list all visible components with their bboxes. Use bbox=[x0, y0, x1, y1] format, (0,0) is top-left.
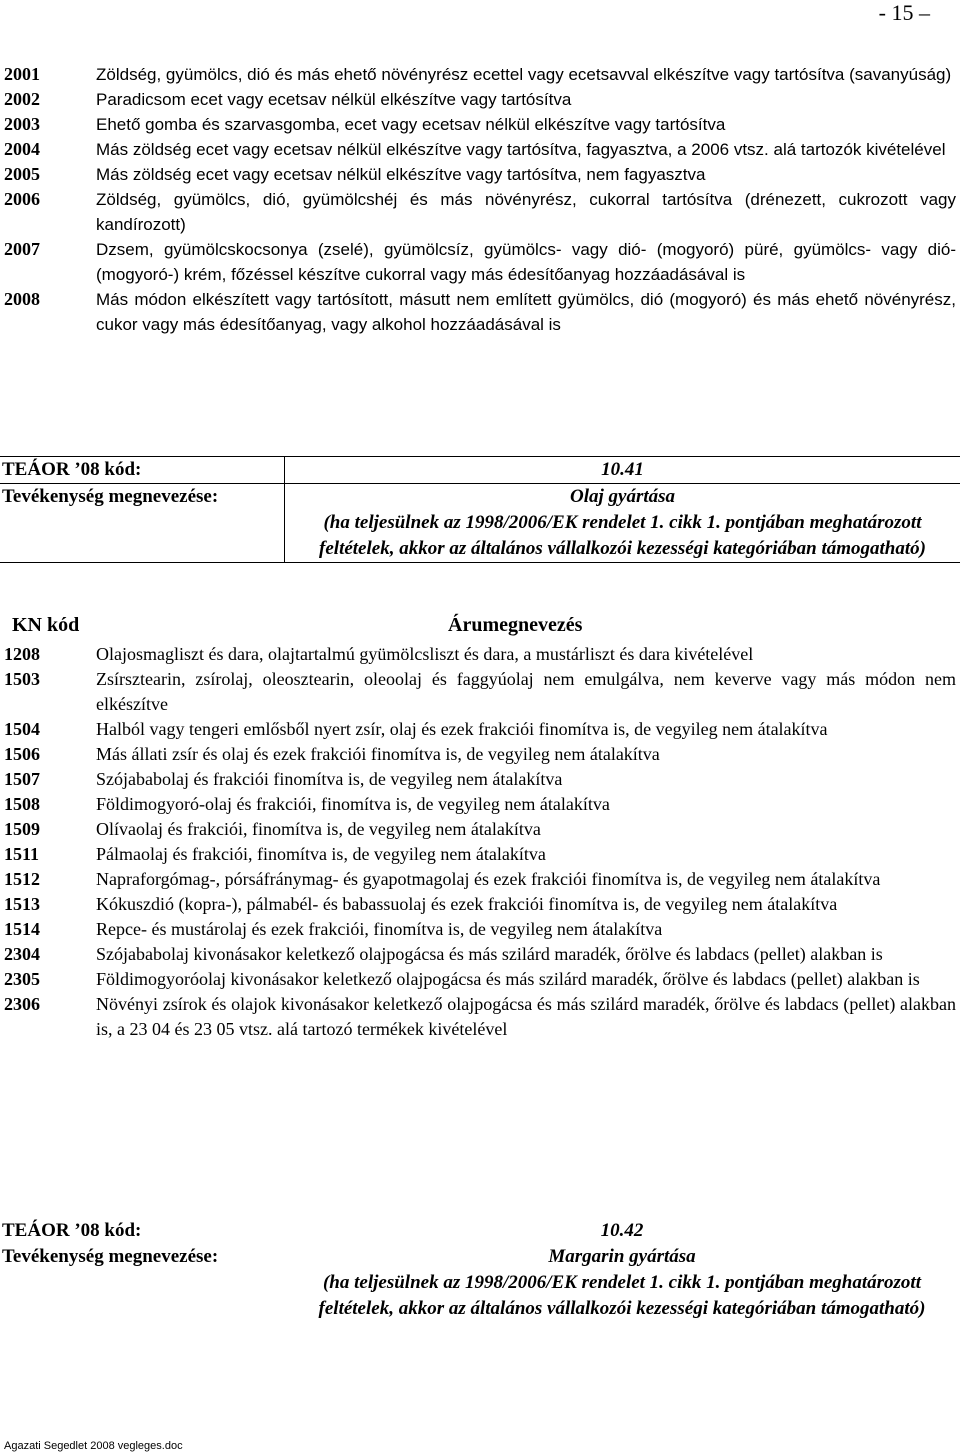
teaor-code-label: TEÁOR ’08 kód: bbox=[0, 457, 285, 484]
item-description: Zöldség, gyümölcs, dió, gyümölcshéj és más növényrész, cukorral tartósítva (drénezett, cukrozott vagy kandírozott) bbox=[96, 190, 956, 234]
list-item bbox=[0, 62, 960, 87]
list-item bbox=[0, 892, 960, 917]
item-code: 1208 bbox=[4, 644, 40, 664]
item-code: 2306 bbox=[4, 994, 40, 1014]
list-item bbox=[0, 917, 960, 942]
kn-table-header bbox=[0, 614, 960, 640]
item-code: 2006 bbox=[4, 189, 40, 209]
activity-cell bbox=[284, 1244, 960, 1322]
list-item bbox=[0, 842, 960, 867]
item-code: 1504 bbox=[4, 719, 40, 739]
item-description: Más módon elkészített vagy tartósított, másutt nem említett gyümölcs, dió (mogyoró) és más ehető növényrész, cukor vagy más édesítőanyag, vagy alkohol hozzáadásával is bbox=[96, 290, 956, 334]
activity-name: Margarin gyártása bbox=[548, 1246, 696, 1267]
item-description: Paradicsom ecet vagy ecetsav nélkül elkészítve vagy tartósítva bbox=[96, 90, 572, 109]
item-code: 2004 bbox=[4, 139, 40, 159]
page-number: - 15 – bbox=[878, 0, 930, 25]
item-description: Pálmaolaj és frakciói, finomítva is, de vegyileg nem átalakítva bbox=[96, 844, 546, 864]
product-code-list-2 bbox=[0, 642, 960, 1042]
item-code: 1506 bbox=[4, 744, 40, 764]
activity-label: Tevékenység megnevezése: bbox=[2, 1246, 219, 1267]
item-code: 1514 bbox=[4, 919, 40, 939]
item-code: 2008 bbox=[4, 289, 40, 309]
teaor-table-1042 bbox=[0, 1218, 960, 1322]
list-item bbox=[0, 992, 960, 1042]
item-code: 1513 bbox=[4, 894, 40, 914]
list-item bbox=[0, 642, 960, 667]
item-description: Földimogyoróolaj kivonásakor keletkező olajpogácsa és más szilárd maradék, őrölve és labdacs (pellet) alakban is bbox=[96, 969, 920, 989]
item-description: Szójababolaj és frakciói finomítva is, de vegyileg nem átalakítva bbox=[96, 769, 563, 789]
item-code: 2304 bbox=[4, 944, 40, 964]
activity-condition: (ha teljesülnek az 1998/2006/EK rendelet 1. cikk 1. pontjában meghatározott feltételek, akkor az általános vállalkozói kezességi kategóriában támogatható) bbox=[319, 512, 926, 559]
activity-condition: (ha teljesülnek az 1998/2006/EK rendelet 1. cikk 1. pontjában meghatározott feltételek, akkor az általános vállalkozói kezességi kategóriában támogatható) bbox=[318, 1272, 926, 1319]
product-code-list-1 bbox=[0, 62, 960, 337]
item-description: Földimogyoró-olaj és frakciói, finomítva is, de vegyileg nem átalakítva bbox=[96, 794, 610, 814]
list-item bbox=[0, 112, 960, 137]
list-item bbox=[0, 187, 960, 237]
list-item bbox=[0, 717, 960, 742]
item-description: Zsírsztearin, zsírolaj, oleosztearin, oleoolaj és faggyúolaj nem emulgálva, nem keverve vagy más módon nem elkészítve bbox=[96, 669, 956, 714]
list-item bbox=[0, 137, 960, 162]
item-code: 1507 bbox=[4, 769, 40, 789]
teaor-code: 10.42 bbox=[600, 1220, 644, 1241]
list-item bbox=[0, 237, 960, 287]
item-code: 2003 bbox=[4, 114, 40, 134]
item-code: 2001 bbox=[4, 64, 40, 84]
item-description: Más zöldség ecet vagy ecetsav nélkül elkészítve vagy tartósítva, fagyasztva, a 2006 vtsz. alá tartozók kivételével bbox=[96, 140, 946, 159]
item-description: Szójababolaj kivonásakor keletkező olajpogácsa és más szilárd maradék, őrölve és labdacs (pellet) alakban is bbox=[96, 944, 883, 964]
activity-name: Olaj gyártása bbox=[569, 486, 676, 507]
item-description: Repce- és mustárolaj és ezek frakciói, finomítva is, de vegyileg nem átalakítva bbox=[96, 919, 663, 939]
item-description: Növényi zsírok és olajok kivonásakor keletkező olajpogácsa és más szilárd maradék, őrölve és labdacs (pellet) alakban is, a 23 04 és 23 05 vtsz. alá tartozó termékek kivételével bbox=[96, 994, 956, 1039]
item-description: Zöldség, gyümölcs, dió és más ehető növényrész ecettel vagy ecetsavval elkészítve vagy tartósítva (savanyúság) bbox=[96, 65, 952, 84]
item-description: Olajosmagliszt és dara, olajtartalmú gyümölcsliszt és dara, a mustárliszt és dara kivételével bbox=[96, 644, 754, 664]
list-item bbox=[0, 817, 960, 842]
activity-cell bbox=[285, 484, 960, 563]
item-code: 2002 bbox=[4, 89, 40, 109]
item-description: Olívaolaj és frakciói, finomítva is, de vegyileg nem átalakítva bbox=[96, 819, 541, 839]
item-description: Más zöldség ecet vagy ecetsav nélkül elkészítve vagy tartósítva, nem fagyasztva bbox=[96, 165, 706, 184]
list-item bbox=[0, 87, 960, 112]
activity-label: Tevékenység megnevezése: bbox=[0, 484, 285, 563]
list-item bbox=[0, 867, 960, 892]
kn-code-header: KN kód bbox=[12, 614, 80, 636]
item-code: 1508 bbox=[4, 794, 40, 814]
item-description: Napraforgómag-, pórsáfránymag- és gyapotmagolaj és ezek frakciói finomítva is, de vegyileg nem átalakítva bbox=[96, 869, 881, 889]
list-item bbox=[0, 767, 960, 792]
item-code: 2005 bbox=[4, 164, 40, 184]
item-code: 2305 bbox=[4, 969, 40, 989]
item-code: 2007 bbox=[4, 239, 40, 259]
item-description: Más állati zsír és olaj és ezek frakciói finomítva is, de vegyileg nem átalakítva bbox=[96, 744, 660, 764]
teaor-code-label: TEÁOR ’08 kód: bbox=[2, 1220, 142, 1241]
item-code: 1512 bbox=[4, 869, 40, 889]
list-item bbox=[0, 667, 960, 717]
list-item bbox=[0, 967, 960, 992]
list-item bbox=[0, 287, 960, 337]
item-code: 1509 bbox=[4, 819, 40, 839]
item-description: Dzsem, gyümölcskocsonya (zselé), gyümölcsíz, gyümölcs- vagy dió- (mogyoró) püré, gyümölcs- vagy dió- (mogyoró-) krém, főzéssel készítve cukorral vagy más édesítőanyag hozzáadásával is bbox=[96, 240, 956, 284]
list-item bbox=[0, 162, 960, 187]
item-code: 1503 bbox=[4, 669, 40, 689]
teaor-table-1041 bbox=[0, 456, 960, 563]
item-description: Kókuszdió (kopra-), pálmabél- és babassuolaj és ezek frakciói finomítva is, de vegyileg nem átalakítva bbox=[96, 894, 838, 914]
item-description: Halból vagy tengeri emlősből nyert zsír, olaj és ezek frakciói finomítva is, de vegyileg nem átalakítva bbox=[96, 719, 828, 739]
item-description: Ehető gomba és szarvasgomba, ecet vagy ecetsav nélkül elkészítve vagy tartósítva bbox=[96, 115, 726, 134]
list-item bbox=[0, 942, 960, 967]
product-name-header: Árumegnevezés bbox=[448, 614, 583, 636]
item-code: 1511 bbox=[4, 844, 40, 864]
list-item bbox=[0, 792, 960, 817]
list-item bbox=[0, 742, 960, 767]
footer-filename: Agazati Segedlet 2008 vegleges.doc bbox=[4, 1440, 183, 1452]
teaor-code: 10.41 bbox=[285, 457, 960, 484]
